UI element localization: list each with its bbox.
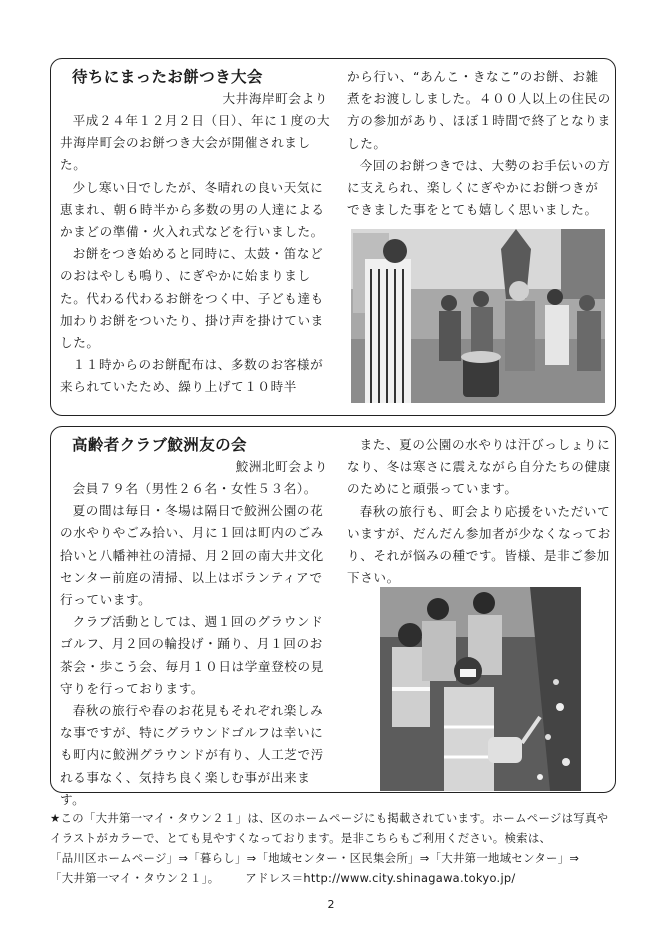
article-senior-club-org: 鮫洲北町会より	[235, 459, 328, 474]
paragraph: 少し寒い日でしたが、冬晴れの良い天気に恵まれ、朝６時半から多数の男の人達によるかまどの準備・火入れ式などを行いました。	[60, 179, 325, 240]
article-mochitsuki-title: 待ちにまったお餅つき大会	[72, 68, 263, 86]
paragraph: 平成２４年１２月２日（日）、年に１度の大井海岸町会のお餅つき大会が開催されました。	[60, 113, 331, 173]
article-senior-club-left-column	[60, 434, 332, 811]
homepage-notice	[50, 808, 620, 888]
page-number: 2	[327, 898, 335, 911]
paragraph: お餅をつき始めると同時に、太鼓・笛などのおはやしも鳴り、にぎやかに始まりました。代わる代わるお餅をつく中、子ども達も加わりお餅をついたり、掛け声を掛けていました。	[60, 246, 324, 351]
article-senior-club-title: 高齢者クラブ鮫洲友の会	[72, 436, 247, 454]
homepage-notice-line: ★この「大井第一マイ・タウン２１」は、区のホームページにも掲載されています。ホームページは写真やイラストがカラーで、とても見やすくなっております。是非こちらもご利用ください。検索は、	[50, 811, 609, 845]
mochitsuki-photo	[351, 229, 605, 403]
article-senior-club-right-column	[347, 434, 611, 589]
senior-club-photo	[380, 587, 581, 791]
paragraph: 今回のお餅つきでは、大勢のお手伝いの方に支えられ、楽しくにぎやかにお餅つきができました事をとても嬉しく思いました。	[347, 157, 611, 218]
paragraph: クラブ活動としては、週１回のグラウンドゴルフ、月２回の輪投げ・踊り、月１回のお茶会・歩こう会、毎月１０日は学童登校の見守りを行っております。	[60, 614, 324, 696]
paragraph: また、夏の公園の水やりは汗びっしょりになり、冬は寒さに震えながら自分たちの健康のためにと頑張っています。	[347, 437, 611, 497]
paragraph: 春秋の旅行も、町会より応援をいただいていますが、だんだん参加者が少なくなっており、それが悩みの種です。皆様、是非ご参加下さい。	[347, 503, 611, 586]
article-mochitsuki-org: 大井海岸町会より	[222, 91, 328, 106]
paragraph: から行い、“あんこ・きなこ”のお餅、お雑煮をお渡ししました。４００人以上の住民の方の参加があり、ほぼ１時間で終了となりました。	[347, 69, 611, 151]
paragraph: 夏の間は毎日・冬場は隔日で鮫洲公園の花の水やりやごみ拾い、月に１回は町内のごみ拾いと八幡神社の清掃、月２回の南大井文化センター前庭の清掃、以上はボランティアで行っています。	[60, 503, 324, 608]
paragraph: 会員７９名（男性２６名・女性５３名）。	[72, 481, 317, 496]
homepage-notice-address-line	[50, 868, 620, 888]
article-mochitsuki-left-column	[60, 66, 332, 399]
homepage-notice-path: 「品川区ホームページ」⇒「暮らし」⇒「地域センター・区民集会所」⇒「大井第一地域センター」⇒	[50, 851, 580, 865]
article-mochitsuki-right-column	[347, 66, 611, 221]
paragraph: １１時からのお餅配布は、多数のお客様が来られていたため、繰り上げて１０時半	[60, 357, 324, 395]
homepage-notice-site-name: 「大井第一マイ・タウン２１」。	[50, 871, 220, 885]
paragraph: 春秋の旅行や春のお花見もそれぞれ楽しみな事ですが、特にグラウンドゴルフは幸いにも町内に鮫洲グラウンドが有り、人工芝で汚れる事なく、気持ち良く楽しむ事が出来ます。	[60, 703, 324, 807]
homepage-url: アドレス＝http://www.city.shinagawa.tokyo.jp/	[245, 871, 516, 885]
